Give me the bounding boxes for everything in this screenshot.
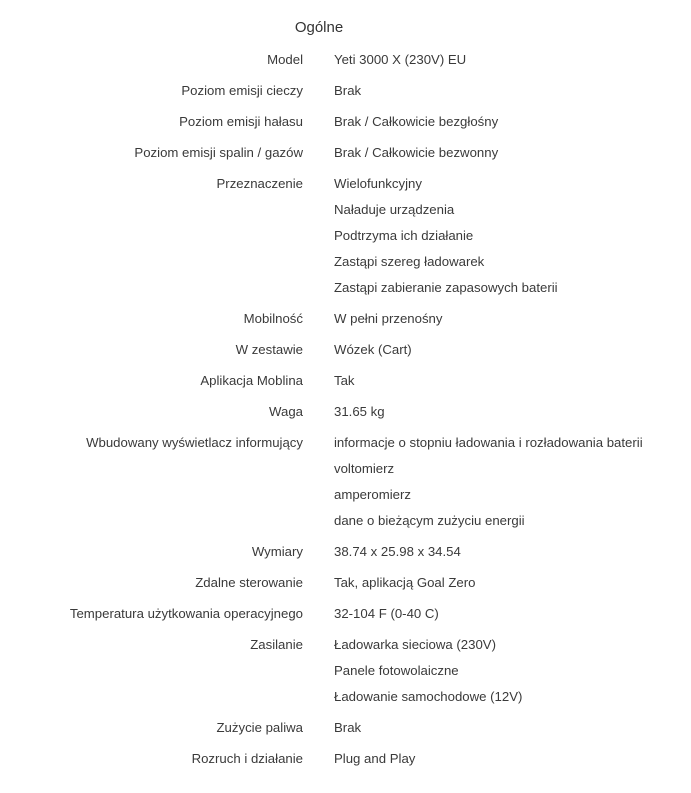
spec-value: Ładowanie samochodowe (12V) [334,689,523,704]
section-title: Ogólne [294,19,344,36]
spec-values [334,140,691,166]
spec-label: Aplikacja Moblina [200,373,303,388]
spec-values [334,746,691,772]
spec-values [334,430,691,534]
spec-label: Poziom emisji cieczy [181,83,303,98]
spec-row [0,368,691,394]
spec-value: 32-104 F (0-40 C) [334,606,439,621]
spec-values [334,399,691,425]
spec-value: 38.74 x 25.98 x 34.54 [334,544,461,559]
spec-value: Yeti 3000 X (230V) EU [334,52,467,67]
spec-value: Podtrzyma ich działanie [334,228,474,243]
spec-row [0,632,691,710]
spec-row [0,47,691,73]
spec-label: Poziom emisji hałasu [179,114,303,129]
spec-values [334,171,691,301]
spec-label: Zużycie paliwa [216,720,303,735]
spec-value: Tak [334,373,355,388]
spec-values [334,368,691,394]
spec-label: Poziom emisji spalin / gazów [134,145,303,160]
spec-label: Zasilanie [250,637,303,652]
spec-values [334,109,691,135]
spec-value: Brak [334,83,362,98]
spec-label: Wbudowany wyświetlacz informujący [86,435,303,450]
spec-row [0,539,691,565]
spec-row [0,399,691,425]
spec-values [334,78,691,104]
spec-row [0,140,691,166]
spec-row [0,337,691,363]
spec-value: voltomierz [334,461,395,476]
spec-label: Przeznaczenie [216,176,303,191]
spec-value: Brak / Całkowicie bezwonny [334,145,499,160]
spec-values [334,47,691,73]
spec-value: Tak, aplikacją Goal Zero [334,575,476,590]
spec-value: Zastąpi zabieranie zapasowych baterii [334,280,558,295]
spec-row [0,109,691,135]
spec-values [334,337,691,363]
spec-value: Wielofunkcyjny [334,176,422,191]
spec-label: Waga [269,404,303,419]
spec-row [0,570,691,596]
spec-label: Temperatura użytkowania operacyjnego [69,606,303,621]
spec-table [0,47,691,777]
spec-value: Wózek (Cart) [334,342,412,357]
spec-value: dane o bieżącym zużyciu energii [334,513,525,528]
spec-label: Mobilność [243,311,303,326]
spec-row [0,306,691,332]
spec-values [334,306,691,332]
spec-row [0,171,691,301]
spec-values [334,539,691,565]
spec-values [334,632,691,710]
spec-label: Rozruch i działanie [191,751,303,766]
spec-label: Model [267,52,303,67]
spec-value: W pełni przenośny [334,311,443,326]
spec-label: W zestawie [235,342,303,357]
spec-value: Zastąpi szereg ładowarek [334,254,485,269]
spec-row [0,430,691,534]
spec-values [334,601,691,627]
spec-value: Brak / Całkowicie bezgłośny [334,114,499,129]
spec-values [334,570,691,596]
spec-row [0,78,691,104]
spec-value: Ładowarka sieciowa (230V) [334,637,496,652]
spec-value: 31.65 kg [334,404,385,419]
spec-values [334,715,691,741]
spec-value: amperomierz [334,487,411,502]
spec-row [0,746,691,772]
spec-row [0,715,691,741]
spec-label: Zdalne sterowanie [195,575,303,590]
spec-value: Panele fotowolaiczne [334,663,459,678]
spec-row [0,601,691,627]
spec-value: Plug and Play [334,751,416,766]
spec-value: Brak [334,720,362,735]
spec-value: Naładuje urządzenia [334,202,455,217]
spec-label: Wymiary [251,544,303,559]
spec-value: informacje o stopniu ładowania i rozładowania baterii [334,435,643,450]
